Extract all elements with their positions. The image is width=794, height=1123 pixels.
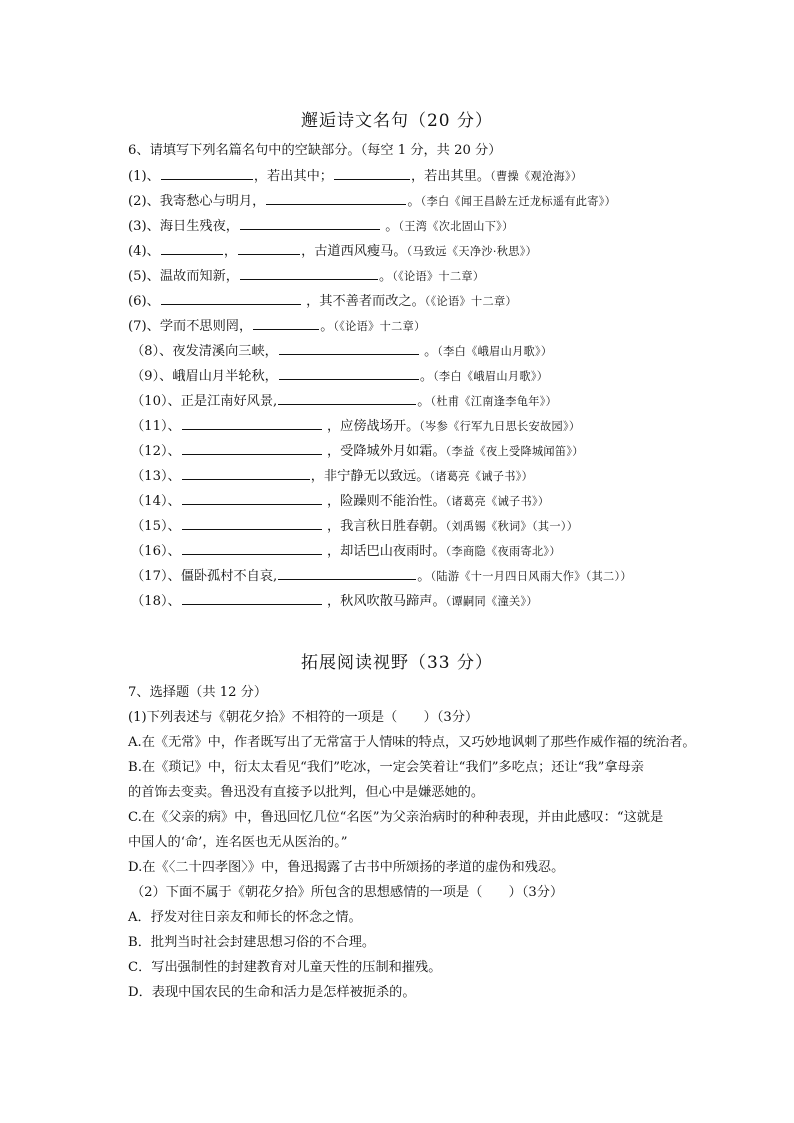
question-7-1-option-b-line1: B.在《琐记》中，衍太太看见“我们”吃冰，一定会笑着让“我们”多吃点；还让“我”拿母亲 (128, 760, 644, 775)
item-number: （11）、 (131, 419, 181, 434)
item-text: 。 (417, 569, 431, 584)
item-source: （曹操《观沧海》） (490, 170, 583, 183)
item-text: ，我言秋日胜春朝。 (326, 519, 446, 534)
item-number: （13）、 (131, 469, 181, 484)
question-7-heading: 7、选择题（共 12 分） (128, 685, 268, 700)
item-number: (7)、 (128, 319, 160, 334)
fill-item-6 (128, 292, 517, 311)
item-text: ，古道西风瘦马。 (301, 244, 407, 259)
item-text: 海日生残夜， (159, 219, 239, 234)
answer-blank[interactable] (182, 517, 322, 530)
answer-blank[interactable] (161, 292, 301, 305)
question-7-2-option-a: A．抒发对往日亲友和师长的怀念之情。 (128, 910, 362, 925)
item-text: 。 (419, 369, 434, 384)
item-number: （14）、 (131, 494, 181, 509)
answer-blank[interactable] (334, 167, 410, 180)
item-number: （18）、 (131, 594, 181, 609)
item-text: 。 (385, 219, 399, 234)
question-7-2-option-b: B．批判当时社会封建思想习俗的不合理。 (128, 935, 376, 950)
item-source: （诸葛亮《诫子书》） (429, 470, 534, 483)
item-number: （9）、 (131, 369, 173, 384)
item-source: （诸葛亮《诫子书》） (445, 495, 550, 508)
answer-blank[interactable] (182, 467, 310, 480)
answer-blank[interactable] (253, 317, 319, 330)
item-number: （10）、 (131, 394, 181, 409)
fill-item-3 (128, 217, 514, 236)
item-text: 僵卧孤村不自哀, (180, 569, 278, 584)
fill-item-13 (131, 467, 533, 486)
answer-blank[interactable] (182, 592, 322, 605)
answer-blank[interactable] (279, 342, 419, 355)
item-source: （刘禹锡《秋词》（其一）） (445, 520, 579, 533)
item-source: （马致远《天净沙·秋思》） (406, 245, 538, 258)
item-text: ，秋风吹散马蹄声。 (326, 594, 446, 609)
item-text: 。 (407, 194, 421, 209)
answer-blank[interactable] (161, 167, 253, 180)
fill-item-4 (128, 242, 537, 261)
item-text: 温故而知新， (159, 269, 239, 284)
item-source: （李白《峨眉山月歌》） (437, 345, 553, 358)
item-source: （李商隐《夜雨寄北》） (445, 545, 561, 558)
question-7-1-stem: (1)下列表述与《朝花夕拾》不相符的一项是（ ）（3分） (128, 710, 479, 725)
item-source: （陆游《十一月四日风雨大作》（其二）） (430, 570, 632, 583)
fill-item-16 (131, 542, 561, 561)
item-source: （岑参《行军九日思长安故园》） (419, 420, 581, 433)
question-7-1-option-c-line1: C.在《父亲的病》中，鲁迅回忆几位“名医”为父亲治病时的种种表现，并由此感叹：“这就是 (128, 810, 664, 825)
item-text: 我寄愁心与明月， (159, 194, 266, 209)
fill-item-10 (131, 392, 557, 411)
item-number: (5)、 (128, 269, 160, 284)
section-title-reading: 拓展阅读视野（33 分） (300, 653, 494, 673)
answer-blank[interactable] (182, 417, 322, 430)
answer-blank[interactable] (278, 567, 416, 580)
item-text: ，应傍战场开。 (326, 419, 420, 434)
item-number: (2)、 (128, 194, 160, 209)
item-number: （8）、 (131, 344, 173, 359)
fill-item-11 (131, 417, 580, 436)
fill-item-8 (131, 342, 552, 361)
question-7-1-option-c-line2: 中国人的‘命’，连名医也无从医治的。” (128, 835, 348, 850)
answer-blank[interactable] (161, 242, 223, 255)
question-7-1-option-d: D.在《〈二十四孝图〉》中，鲁迅揭露了古书中所颂扬的孝道的虚伪和残忍。 (128, 860, 565, 875)
question-7-2-option-c: C．写出强制性的封建教育对儿童天性的压制和摧残。 (128, 960, 442, 975)
fill-item-18 (131, 592, 538, 611)
item-text: ，非宁静无以致远。 (310, 469, 430, 484)
item-text: ，若出其里。 (411, 169, 491, 184)
fill-item-9 (131, 367, 548, 386)
question-7-2-stem: （2）下面不属于《朝花夕拾》所包含的思想感情的一项是（ ）（3分） (131, 885, 564, 900)
item-text: 。 (424, 344, 438, 359)
item-source: （李白《闻王昌龄左迁龙标遥有此寄》） (420, 195, 617, 208)
fill-item-7 (128, 317, 426, 336)
item-source: （《论语》十二章） (424, 295, 517, 308)
fill-item-17 (131, 567, 632, 586)
item-number: (6)、 (128, 294, 160, 309)
item-text: 。 (379, 269, 393, 284)
answer-blank[interactable] (182, 442, 322, 455)
question-6-instruction: 6、请填写下列名篇名句中的空缺部分。（每空 1 分，共 20 分） (128, 143, 502, 158)
item-number: （12）、 (131, 444, 181, 459)
fill-item-15 (131, 517, 578, 536)
item-text: ，却话巴山夜雨时。 (326, 544, 446, 559)
item-number: （16）、 (131, 544, 181, 559)
answer-blank[interactable] (182, 492, 322, 505)
section-title-poetry: 邂逅诗文名句（20 分） (300, 111, 494, 131)
item-text: 峨眉山月半轮秋， (172, 369, 278, 384)
fill-item-1 (128, 167, 582, 186)
answer-blank[interactable] (279, 367, 419, 380)
item-text: ， (223, 244, 238, 259)
question-7-2-option-d: D．表现中国农民的生命和活力是怎样被扼杀的。 (128, 985, 416, 1000)
item-number: （15）、 (131, 519, 181, 534)
answer-blank[interactable] (240, 267, 378, 280)
item-number: (3)、 (128, 219, 160, 234)
item-source: （李益《夜上受降城闻笛》） (445, 445, 584, 458)
fill-item-14 (131, 492, 549, 511)
item-source: （《论语》十二章） (392, 270, 485, 283)
question-7-1-option-a: A.在《无常》中，作者既写出了无常富于人情味的特点，又巧妙地讽刺了那些作威作福的统治者。 (128, 735, 696, 750)
item-text: ，险躁则不能治性。 (326, 494, 446, 509)
item-source: （李白《峨眉山月歌》） (433, 370, 549, 383)
item-source: （杜甫《江南逢李龟年》） (430, 395, 558, 408)
item-text: 正是江南好风景, (180, 394, 278, 409)
item-text: ，若出其中； (253, 169, 333, 184)
answer-blank[interactable] (240, 217, 380, 230)
answer-blank[interactable] (278, 392, 416, 405)
item-text: 。 (320, 319, 334, 334)
item-number: (1)、 (128, 169, 160, 184)
item-text: 夜发清溪向三峡， (172, 344, 278, 359)
answer-blank[interactable] (182, 542, 322, 555)
fill-item-2 (128, 192, 616, 211)
answer-blank[interactable] (266, 192, 406, 205)
item-source: （谭嗣同《潼关》） (445, 595, 538, 608)
item-text: 学而不思则罔， (159, 319, 253, 334)
fill-item-5 (128, 267, 484, 286)
item-text: ，其不善者而改之。 (306, 294, 425, 309)
item-source: （《论语》十二章） (333, 320, 426, 333)
item-number: （17）、 (131, 569, 181, 584)
item-source: （王湾《次北固山下》） (398, 220, 514, 233)
item-text: 。 (417, 394, 431, 409)
item-text: ，受降城外月如霜。 (326, 444, 446, 459)
answer-blank[interactable] (238, 242, 300, 255)
question-7-1-option-b-line2: 的首饰去变卖。鲁迅没有直接予以批判，但心中是嫌恶她的。 (128, 785, 485, 800)
fill-item-12 (131, 442, 584, 461)
item-number: (4)、 (128, 244, 160, 259)
